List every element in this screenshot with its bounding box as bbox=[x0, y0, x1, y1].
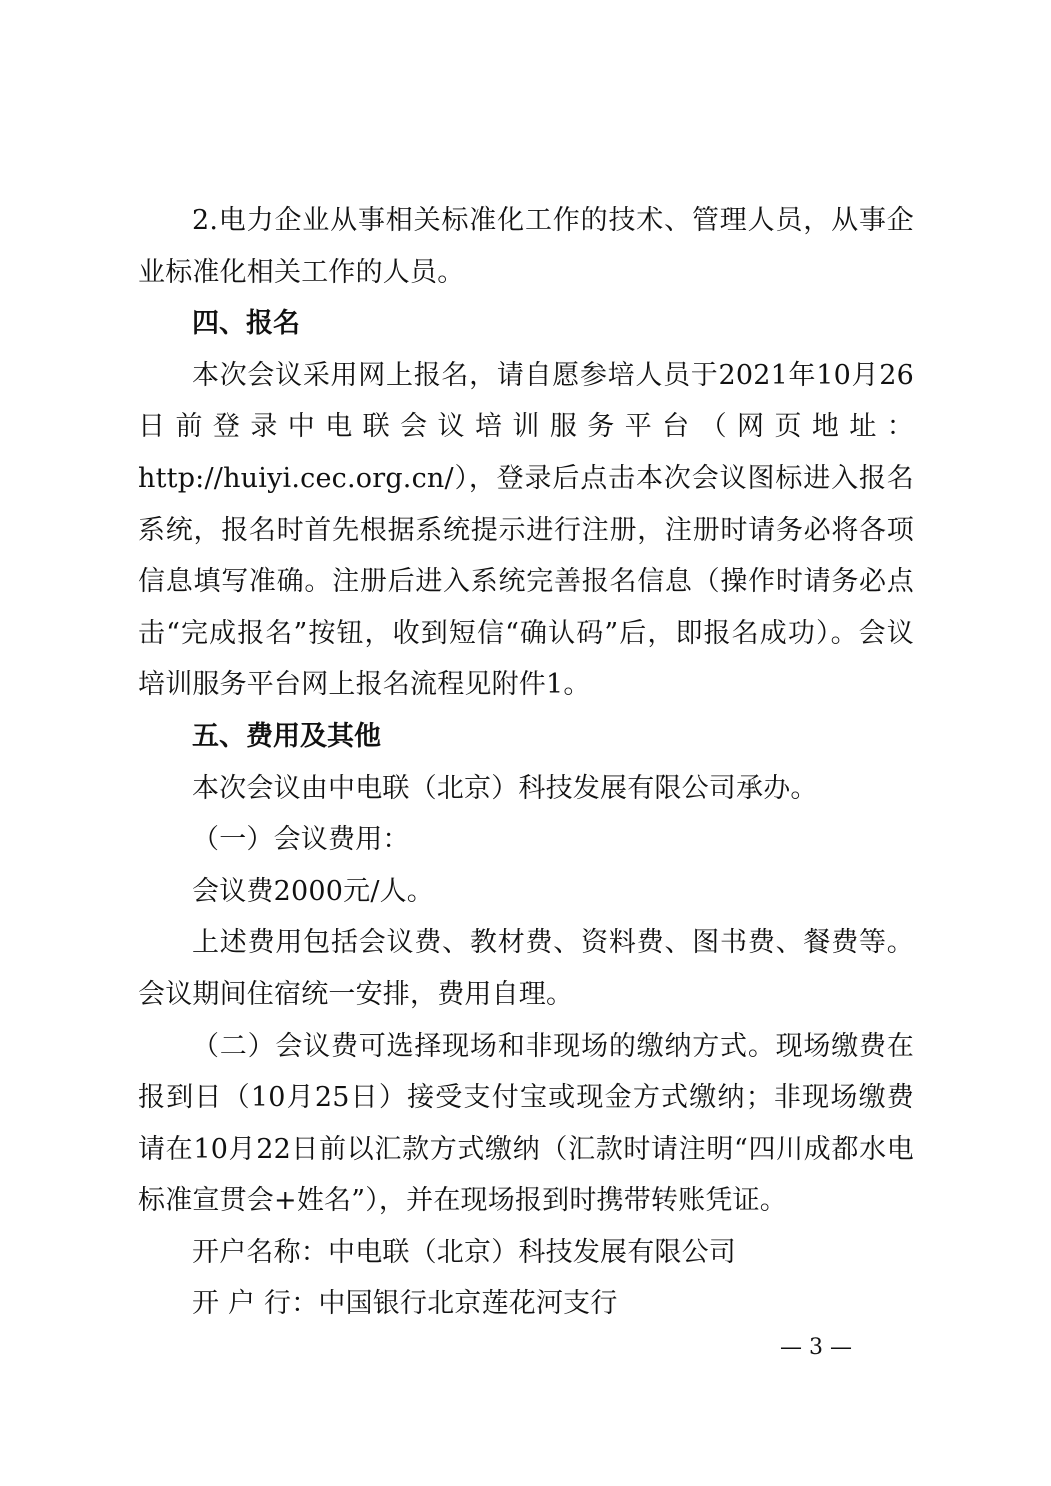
paragraph-bank-name: 开 户 行：中国银行北京莲花河支行 bbox=[192, 1288, 618, 1320]
paragraph-registration-line-2: 日前登录中电联会议培训服务平台（网页地址： bbox=[138, 411, 914, 443]
paragraph-registration-details: http://huiyi.cec.org.cn/），登录后点击本次会议图标进入报名系统，报名时首先根据系统提示进行注册，注册时请务必将各项信息填写准确。注册后进入系统完善报名信息（操作时请务必点击“完成报名”按钮，收到短信“确认码”后，即报名成功）。会议培训服务平台网上报名流程见附件1。 bbox=[138, 462, 914, 701]
document-body bbox=[138, 195, 914, 1330]
section-heading-registration: 四、报名 bbox=[192, 308, 300, 340]
paragraph-target-personnel: 2.电力企业从事相关标准化工作的技术、管理人员，从事企业标准化相关工作的人员。 bbox=[138, 205, 914, 288]
paragraph-fee-includes: 上述费用包括会议费、教材费、资料费、图书费、餐费等。会议期间住宿统一安排，费用自理。 bbox=[138, 927, 914, 1010]
page-number: — 3 — bbox=[780, 1335, 852, 1360]
paragraph-payment-methods: （二）会议费可选择现场和非现场的缴纳方式。现场缴费在报到日（10月25日）接受支付宝或现金方式缴纳；非现场缴费请在10月22日前以汇款方式缴纳（汇款时请注明“四川成都水电标准宣贯会+姓名”），并在现场报到时携带转账凭证。 bbox=[138, 1030, 914, 1217]
paragraph-account-name: 开户名称：中电联（北京）科技发展有限公司 bbox=[192, 1236, 736, 1268]
paragraph-fee-amount: 会议费2000元/人。 bbox=[192, 875, 435, 907]
section-heading-fees: 五、费用及其他 bbox=[192, 720, 381, 752]
paragraph-registration-line-1: 本次会议采用网上报名，请自愿参培人员于2021年10月26 bbox=[192, 359, 914, 391]
paragraph-fee-heading: （一）会议费用： bbox=[192, 824, 410, 856]
paragraph-organizer: 本次会议由中电联（北京）科技发展有限公司承办。 bbox=[192, 772, 818, 804]
